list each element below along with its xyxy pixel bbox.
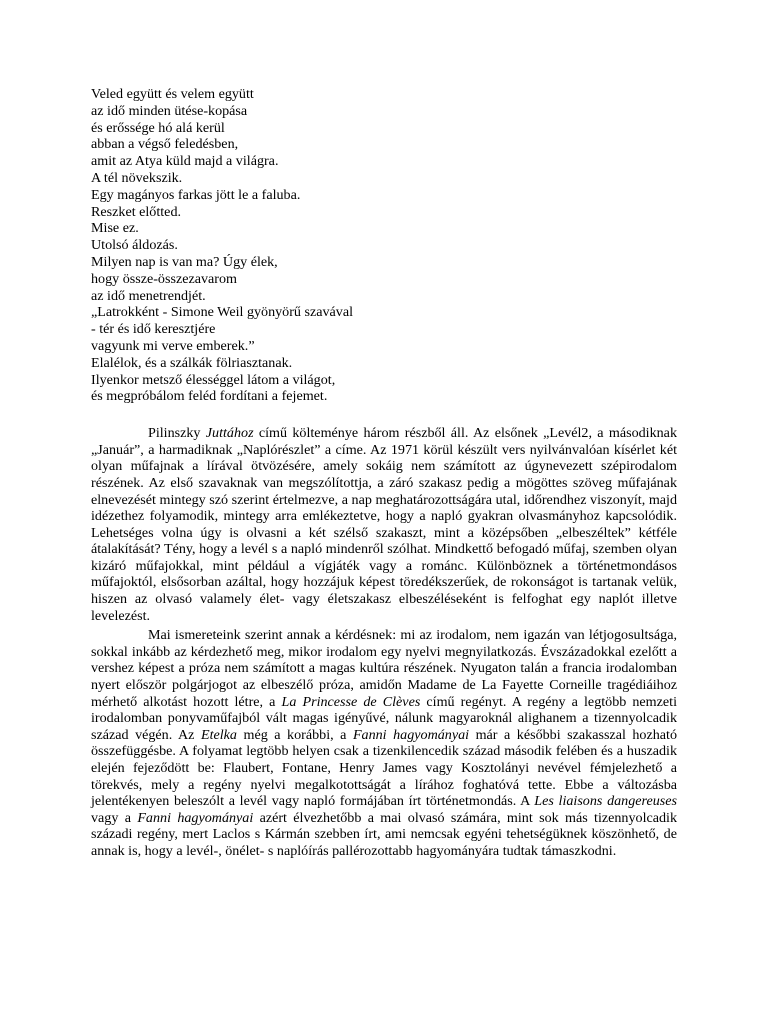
poem-line: Utolsó áldozás. <box>91 237 178 254</box>
text-run: vagy a <box>91 809 138 826</box>
poem-line: amit az Atya küld majd a világra. <box>91 153 279 170</box>
poem-line: Egy magányos farkas jött le a faluba. <box>91 186 301 203</box>
poem-line: A tél növekszik. <box>91 169 183 186</box>
text-run: című regényt. A regény a legtöbb nemzeti irodalomban ponyvaműfajból vált magas igényűvé, nálunk magyaroknál alighanem a tizennyolcadik század végén. Az <box>91 693 677 743</box>
poem-line: és erőssége hó alá kerül <box>91 119 225 136</box>
text-run: című költeménye három részből áll. Az elsőnek „Levél2, a másodiknak „Január”, a harmadiknak „Naplórészlet” a címe. Az 1971 körül készült vers nyilvánvalóan kísérlet két olyan műfajnak a lírával ötvözésére, amely sokáig nem számított az úgynevezett szépirodalom részének. Az első szavaknak van megszólítottja, a záró szakasz pedig a mögöttes szöveg műfajának elnevezését mintegy szó szerint értelmezve, a nap meghatározottságára utal, időrendhez viszonyít, majd idézethez folyamodik, mintegy arra emlékeztetve, hogy a napló gyakran olvasmányhoz kapcsolódik. Lehetséges volna úgy is olvasni a két szélső szakaszt, mint a középsőben „elbeszéltek” kétféle átalakítását? Tény, hogy a levél s a napló mindenről szólhat. Mindkettő befogadó műfaj, szemben olyan kizáró műfajokkal, mint például a vígjáték vagy a románc. Különböznek a történetmondásos műfajoktól, elsősorban azáltal, hogy hozzájuk képest töredékszerűek, de rokonságot is tartanak velük, hiszen az olvasó valamely élet- vagy életszakasz elbeszéléseként is felfoghat egy naplót illetve levelezést. <box>91 425 677 624</box>
text-run: már a későbbi szakasszal hozható összefüggésbe. A folyamat legtöbb helyen csak a tizenkilencedik század második felében és a huszadik elején fejeződött be: Flaubert, Fontane, Henry James vagy Kosztolányi nevével fémjelezhető a törekvés, mely a regény nyelvi megalkotottságát a lírához foghatóvá tette. Ebbe a változásba jelentékenyen beleszólt a levél vagy napló formájában írt történetmondás. A <box>91 726 677 810</box>
poem-line: Ilyenkor metsző élességgel látom a világot, <box>91 371 336 388</box>
document-page <box>91 86 677 860</box>
poem-line: „Latrokként - Simone Weil gyönyörű szavával <box>91 304 354 321</box>
poem-line: Reszket előtted. <box>91 203 182 220</box>
poem <box>91 86 677 405</box>
book-title: Fanni hagyományai <box>352 726 470 743</box>
poem-line: Mise ez. <box>91 220 139 237</box>
poem-line: Milyen nap is van ma? Úgy élek, <box>91 253 278 270</box>
paragraph-2 <box>91 627 677 859</box>
poem-line: az idő minden ütése-kopása <box>91 102 248 119</box>
poem-line: Elalélok, és a szálkák fölriasztanak. <box>91 354 293 371</box>
poem-line: abban a végső feledésben, <box>91 136 239 153</box>
book-title: Fanni hagyományai <box>137 809 254 826</box>
text-run: Pilinszky <box>148 425 206 442</box>
poem-line: vagyunk mi verve emberek.” <box>91 337 255 354</box>
poem-line: és megpróbálom feléd fordítani a fejemet. <box>91 388 328 405</box>
poem-line: hogy össze-összezavarom <box>91 270 237 287</box>
poem-line: Veled együtt és velem együtt <box>91 86 254 102</box>
book-title: La Princesse de Clèves <box>281 693 421 710</box>
essay-body <box>91 425 677 859</box>
text-run: Mai ismereteink szerint annak a kérdésnek: mi az irodalom, nem igazán van létjogosultsága, sokkal inkább az kérdezhető meg, mikor irodalom egy nyelvi megnyilatkozás. Évszázadokkal ezelőtt a vershez képest a próza nem számított a magas kultúra részének. Nyugaton talán a francia irodalomban nyert először polgárjogot az elbeszélő próza, amidőn Madame de La Fayette Corneille tragédiáihoz mérhető alkotást hozott létre, a <box>91 627 677 710</box>
book-title: Etelka <box>200 726 237 743</box>
poem-line: - tér és idő keresztjére <box>91 321 216 338</box>
paragraph-1 <box>91 425 677 624</box>
book-title: Les liaisons dangereuses <box>534 793 677 810</box>
text-run: azért élvezhetőbb a mai olvasó számára, mint sok más tizennyolcadik századi regény, mert Laclos s Kármán szebben írt, ami nemcsak egyéni tehetségüknek köszönhető, de annak is, hogy a levél-, önélet- s naplóírás pallérozottabb hagyományára tudtak támaszkodni. <box>91 809 677 859</box>
text-run: még a korábbi, a <box>236 726 353 743</box>
poem-line: az idő menetrendjét. <box>91 287 206 304</box>
poem-title: Juttához <box>205 425 254 442</box>
